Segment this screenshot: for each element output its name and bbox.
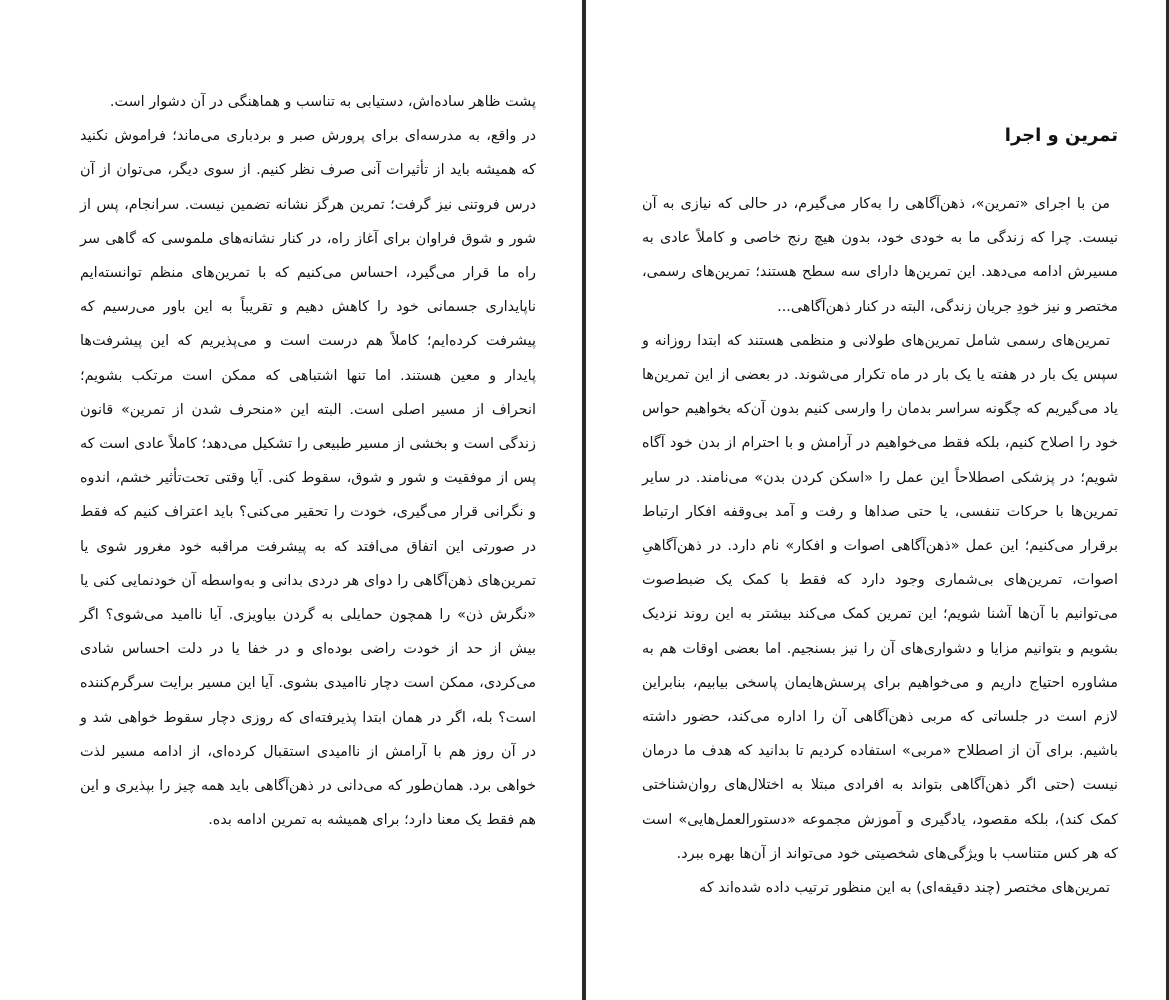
paragraph: تمرین‌های مختصر (چند دقیقه‌ای) به این منظور ترتیب داده شده‌اند که (699, 880, 1110, 897)
left-page-text (80, 85, 536, 837)
paragraph: تمرین‌های رسمی شامل تمرین‌های طولانی و منظمی هستند که ابتدا روزانه و سپس یک بار در هفته یا یک بار در ماه تکرار می‌شوند. در بعضی از این تمرین‌ها یاد می‌گیریم که چگونه سراسر بدمان را وارسی کنیم بدون آن‌که بخواهیم حواس خود را اصلاح کنیم، بلکه فقط می‌خواهیم در آرامش و با احترام از بدن خود آگاه شویم؛ در پزشکی اصطلاحاً این عمل را «اسکن کردن بدن» می‌نامند. در سایر تمرین‌ها با حرکات تنفسی، یا حتی صداها و رفت و آمد بی‌وقفه افکار ارتباط برقرار می‌کنیم؛ این عمل «ذهن‌آگاهی اصوات و افکار» نام دارد. در ذهن‌آگاهیِ اصوات، تمرین‌های بی‌شماری وجود دارد که فقط با کمک یک ضبط‌صوت می‌توانیم با آن‌ها آشنا شویم؛ این تمرین کمک می‌کند بیشتر به این روند نزدیک بشویم و بتوانیم مزایا و دشواری‌های آن را نیز بسنجیم. اما بعضی اوقات هم به مشاوره احتیاج داریم و می‌خواهیم برای پرسش‌هایمان پاسخی بیابیم، بنابراین لازم است در جلساتی که مربی ذهن‌آگاهی آن را اداره می‌کند، حضور داشته باشیم. برای آن از اصطلاح «مربی» استفاده کردیم تا بدانید که هدف ما درمان نیست (حتی اگر ذهن‌آگاهی بتواند به افرادی مبتلا به اختلال‌های روان‌شناختی کمک کند)، بلکه مقصود، یادگیری و آموزش مجموعه «دستورالعمل‌هایی» است که هر کس متناسب با ویژگی‌های شخصیتی خود می‌تواند از آن‌ها بهره ببرد. (642, 332, 1118, 862)
paragraph: پشت ظاهر ساده‌اش، دستیابی به تناسب و هماهنگی در آن دشوار است. (109, 94, 536, 110)
chapter-title: تمرین و اجرا (1004, 125, 1118, 146)
paragraph: من با اجرای «تمرین»، ذهن‌آگاهی را به‌کار می‌گیرم، در حالی که نیازی به آن نیست. چرا که زندگی ما به خودی خود، بدون هیچ رنج خاصی و کاملاً عادی به مسیرش ادامه می‌دهد. این تمرین‌ها دارای سه سطح هستند؛ تمرین‌های رسمی، مختصر و نیز خودِ جریان زندگی، البته در کنار ذهن‌آگاهی... (642, 196, 1118, 315)
right-page-text (642, 187, 1118, 905)
paragraph: در واقع، به مدرسه‌ای برای پرورش صبر و بردباری می‌ماند؛ فراموش نکنید که همیشه باید از تأثیرات آنی صرف نظر کنیم. از سوی دیگر، می‌توان از آن درس فروتنی نیز گرفت؛ تمرین هرگز نشانه تضمین نیست. سرانجام، پس از شور و شوق فراوان برای آغاز راه، در کنار نشانه‌های ملموسی که گاهی سر راه ما قرار می‌گیرد، احساس می‌کنیم که با تمرین‌های منظم توانسته‌ایم ناپایداری جسمانی خود را کاهش دهیم و تقریباً به این باور می‌رسیم که پیشرفت کرده‌ایم؛ کاملاً هم درست است و می‌پذیریم که این پیشرفت‌ها پایدار و معین هستند. اما تنها اشتباهی که ممکن است مرتکب بشویم؛ انحراف از مسیر اصلی است. البته این «منحرف شدن از تمرین» قانون زندگی است و بخشی از مسیر طبیعی را تشکیل می‌دهد؛ کاملاً عادی است که پس از موفقیت و شور و شوق، سقوط کنی. آیا وقتی تحت‌تأثیر خشم، اندوه و نگرانی قرار می‌گیری، خودت را تحقیر می‌کنی؟ باید اعتراف کنیم که فقط در صورتی این اتفاق می‌افتد که به پیشرفت مراقبه خود مغرور شوی یا تمرین‌های ذهن‌آگاهی را دوای هر دردی بدانی و به‌واسطه آن خودنمایی کنی یا «نگرش ذن» را همچون حمایلی به گردن بیاویزی. آیا ناامید می‌شوی؟ اگر بیش از حد از خودت راضی بوده‌ای و در خفا یا در دلت احساس شادی می‌کردی، ممکن است دچار ناامیدی بشوی. آیا این مسیر برایت سرگرم‌کننده است؟ بله، اگر در همان ابتدا پذیرفته‌ای که روزی دچار سقوط خواهی شد و در آن روز هم با آرامش از ناامیدی استقبال کرده‌ای، از ادامه مسیر لذت خواهی برد. همان‌طور که می‌دانی در ذهن‌آگاهی باید همه چیز را بپذیری و این هم فقط یک معنا دارد؛ برای همیشه به تمرین ادامه بده. (80, 128, 536, 829)
left-page (0, 0, 584, 1000)
